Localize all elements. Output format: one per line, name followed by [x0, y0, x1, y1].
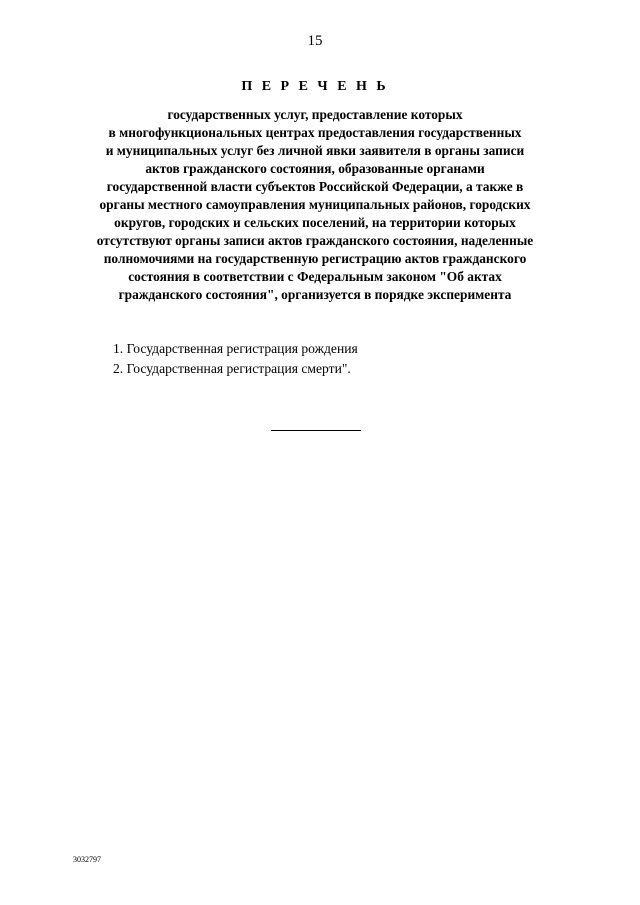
services-list — [113, 339, 358, 379]
subtitle-line: государственных услуг, предоставление которых — [167, 107, 463, 122]
list-item: 1. Государственная регистрация рождения — [113, 341, 358, 356]
page-number: 15 — [307, 33, 323, 49]
list-item: 2. Государственная регистрация смерти". — [113, 361, 351, 376]
document-code: 3032797 — [73, 855, 101, 864]
document-subtitle — [0, 106, 630, 304]
subtitle-line: государственной власти субъектов Российской Федерации, а также в — [106, 179, 524, 194]
document-title: П Е Р Е Ч Е Н Ь — [241, 79, 389, 94]
subtitle-line: полномочиями на государственную регистрацию актов гражданского — [103, 251, 527, 266]
subtitle-line: актов гражданского состояния, образованные органами — [145, 161, 485, 176]
separator-line — [271, 430, 361, 431]
subtitle-line: и муниципальных услуг без личной явки заявителя в органы записи — [105, 143, 525, 158]
subtitle-line: округов, городских и сельских поселений, на территории которых — [114, 215, 516, 230]
subtitle-line: состояния в соответствии с Федеральным законом "Об актах — [128, 269, 502, 284]
subtitle-line: в многофункциональных центрах предоставления государственных — [108, 125, 522, 140]
subtitle-line: отсутствуют органы записи актов гражданского состояния, наделенные — [96, 233, 534, 248]
subtitle-line: органы местного самоуправления муниципальных районов, городских — [99, 197, 531, 212]
subtitle-line: гражданского состояния", организуется в порядке эксперимента — [118, 287, 512, 302]
